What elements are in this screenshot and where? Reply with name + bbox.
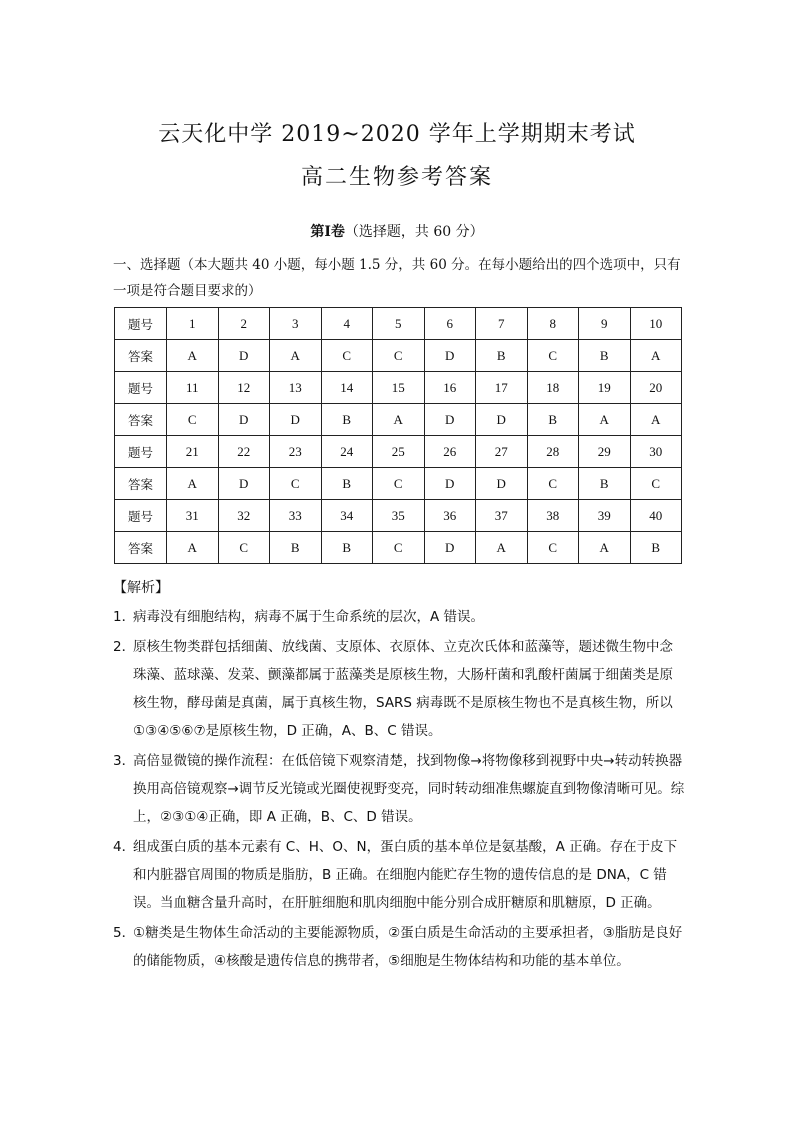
explanation-item xyxy=(113,919,685,975)
explanation-list xyxy=(113,603,685,977)
answer-choice-cell: D xyxy=(218,340,270,372)
answer-choice-cell: C xyxy=(373,340,425,372)
explanation-text: 原核生物类群包括细菌、放线菌、支原体、衣原体、立克次氏体和蓝藻等，题述微生物中念珠藻、蓝球藻、发菜、颤藻都属于蓝藻类是原核生物，大肠杆菌和乳酸杆菌属于细菌类是原核生物，酵母菌是真菌，属于真核生物，SARS 病毒既不是原核生物也不是真核生物，所以①③④⑤⑥⑦是原核生物，D 正确，A、B、C 错误。 xyxy=(133,639,673,739)
answer-choice-cell: D xyxy=(424,468,476,500)
question-number-cell: 38 xyxy=(527,500,579,532)
explanation-text: 高倍显微镜的操作流程：在低倍镜下观察清楚，找到物像→将物像移到视野中央→转动转换器换用高倍镜观察→调节反光镜或光圈使视野变亮，同时转动细准焦螺旋直到物像清晰可见。综上，②③①④正确，即 A 正确，B、C、D 错误。 xyxy=(133,753,685,825)
question-number-cell: 11 xyxy=(167,372,219,404)
question-number-row xyxy=(115,308,682,340)
question-number-cell: 5 xyxy=(373,308,425,340)
question-number-cell: 36 xyxy=(424,500,476,532)
answer-choice-cell: A xyxy=(167,468,219,500)
answer-choice-cell: C xyxy=(373,468,425,500)
answer-choice-cell: D xyxy=(424,340,476,372)
explanation-number: 4． xyxy=(113,839,136,855)
answer-choice-cell: C xyxy=(630,468,682,500)
row-label-answer: 答案 xyxy=(115,404,167,436)
answer-choice-cell: D xyxy=(476,404,528,436)
question-number-cell: 33 xyxy=(270,500,322,532)
question-number-cell: 28 xyxy=(527,436,579,468)
question-number-cell: 16 xyxy=(424,372,476,404)
row-label-answer: 答案 xyxy=(115,340,167,372)
explanation-item xyxy=(113,633,685,745)
explanation-item xyxy=(113,747,685,831)
question-number-cell: 15 xyxy=(373,372,425,404)
answer-choice-cell: A xyxy=(579,404,631,436)
answer-choice-cell: C xyxy=(373,532,425,564)
answer-choice-cell: C xyxy=(527,468,579,500)
question-number-row xyxy=(115,436,682,468)
answer-choice-cell: C xyxy=(527,532,579,564)
answer-choice-cell: C xyxy=(270,468,322,500)
question-number-cell: 19 xyxy=(579,372,631,404)
question-number-cell: 3 xyxy=(270,308,322,340)
answer-choice-cell: A xyxy=(270,340,322,372)
answer-choice-cell: A xyxy=(373,404,425,436)
question-number-cell: 14 xyxy=(321,372,373,404)
question-number-cell: 17 xyxy=(476,372,528,404)
row-label-answer: 答案 xyxy=(115,532,167,564)
question-number-cell: 35 xyxy=(373,500,425,532)
explanation-item xyxy=(113,833,685,917)
answer-choice-cell: D xyxy=(270,404,322,436)
row-label-question: 题号 xyxy=(115,500,167,532)
question-number-cell: 29 xyxy=(579,436,631,468)
question-number-cell: 2 xyxy=(218,308,270,340)
answer-choice-cell: D xyxy=(476,468,528,500)
question-number-row xyxy=(115,500,682,532)
row-label-answer: 答案 xyxy=(115,468,167,500)
question-number-cell: 31 xyxy=(167,500,219,532)
answer-choice-cell: D xyxy=(424,532,476,564)
explanation-text: 病毒没有细胞结构，病毒不属于生命系统的层次，A 错误。 xyxy=(133,609,485,625)
question-number-cell: 18 xyxy=(527,372,579,404)
answer-choice-cell: A xyxy=(630,404,682,436)
answer-choice-cell: D xyxy=(218,468,270,500)
answer-table xyxy=(114,307,682,564)
row-label-question: 题号 xyxy=(115,308,167,340)
question-number-cell: 8 xyxy=(527,308,579,340)
question-number-cell: 34 xyxy=(321,500,373,532)
question-number-cell: 30 xyxy=(630,436,682,468)
answer-choice-cell: D xyxy=(424,404,476,436)
explanation-number: 3． xyxy=(113,753,136,769)
question-number-cell: 39 xyxy=(579,500,631,532)
question-number-cell: 13 xyxy=(270,372,322,404)
answer-choice-cell: B xyxy=(527,404,579,436)
question-number-cell: 10 xyxy=(630,308,682,340)
section-volume-label: 第Ⅰ卷 xyxy=(310,224,345,240)
explanation-text: ①糖类是生物体生命活动的主要能源物质，②蛋白质是生命活动的主要承担者，③脂肪是良好的储能物质，④核酸是遗传信息的携带者，⑤细胞是生物体结构和功能的基本单位。 xyxy=(133,925,683,969)
answer-key-title: 高二生物参考答案 xyxy=(300,165,493,190)
explanation-number: 2． xyxy=(113,639,136,655)
answer-choice-cell: D xyxy=(218,404,270,436)
answer-choice-cell: C xyxy=(167,404,219,436)
answer-choice-cell: C xyxy=(527,340,579,372)
explanation-text: 组成蛋白质的基本元素有 C、H、O、N，蛋白质的基本单位是氨基酸，A 正确。存在于皮下和内脏器官周围的物质是脂肪，B 正确。在细胞内能贮存生物的遗传信息的是 DNA，C 错误。当血糖含量升高时，在肝脏细胞和肌肉细胞中能分别合成肝糖原和肌糖原，D 正确。 xyxy=(133,839,678,911)
section-description: （选择题，共 60 分） xyxy=(344,224,484,240)
question-number-cell: 24 xyxy=(321,436,373,468)
answer-choice-cell: C xyxy=(321,340,373,372)
question-number-cell: 26 xyxy=(424,436,476,468)
question-number-cell: 21 xyxy=(167,436,219,468)
analysis-label: 【解析】 xyxy=(113,580,169,596)
answer-choice-cell: C xyxy=(218,532,270,564)
question-number-cell: 12 xyxy=(218,372,270,404)
question-number-cell: 22 xyxy=(218,436,270,468)
question-number-cell: 7 xyxy=(476,308,528,340)
answer-choice-cell: A xyxy=(476,532,528,564)
answer-row xyxy=(115,532,682,564)
answer-choice-cell: B xyxy=(630,532,682,564)
row-label-question: 题号 xyxy=(115,372,167,404)
question-number-cell: 20 xyxy=(630,372,682,404)
question-number-row xyxy=(115,372,682,404)
row-label-question: 题号 xyxy=(115,436,167,468)
section-instructions: 一、选择题（本大题共 40 小题，每小题 1.5 分，共 60 分。在每小题给出的四个选项中，只有一项是符合题目要求的） xyxy=(113,257,681,299)
answer-row xyxy=(115,468,682,500)
answer-choice-cell: A xyxy=(579,532,631,564)
question-number-cell: 4 xyxy=(321,308,373,340)
exam-title: 云天化中学 2019~2020 学年上学期期末考试 xyxy=(158,122,636,147)
answer-choice-cell: B xyxy=(579,340,631,372)
answer-choice-cell: A xyxy=(630,340,682,372)
question-number-cell: 37 xyxy=(476,500,528,532)
explanation-number: 1． xyxy=(113,609,136,625)
question-number-cell: 40 xyxy=(630,500,682,532)
answer-row xyxy=(115,340,682,372)
answer-choice-cell: B xyxy=(270,532,322,564)
answer-row xyxy=(115,404,682,436)
question-number-cell: 23 xyxy=(270,436,322,468)
question-number-cell: 25 xyxy=(373,436,425,468)
answer-choice-cell: B xyxy=(321,468,373,500)
section-heading xyxy=(0,221,794,241)
answer-choice-cell: A xyxy=(167,532,219,564)
answer-choice-cell: B xyxy=(579,468,631,500)
explanation-item xyxy=(113,603,685,631)
answer-choice-cell: B xyxy=(321,404,373,436)
question-number-cell: 6 xyxy=(424,308,476,340)
question-number-cell: 27 xyxy=(476,436,528,468)
answer-choice-cell: B xyxy=(476,340,528,372)
question-number-cell: 32 xyxy=(218,500,270,532)
question-number-cell: 1 xyxy=(167,308,219,340)
answer-choice-cell: B xyxy=(321,532,373,564)
question-number-cell: 9 xyxy=(579,308,631,340)
answer-choice-cell: A xyxy=(167,340,219,372)
explanation-number: 5． xyxy=(113,925,136,941)
